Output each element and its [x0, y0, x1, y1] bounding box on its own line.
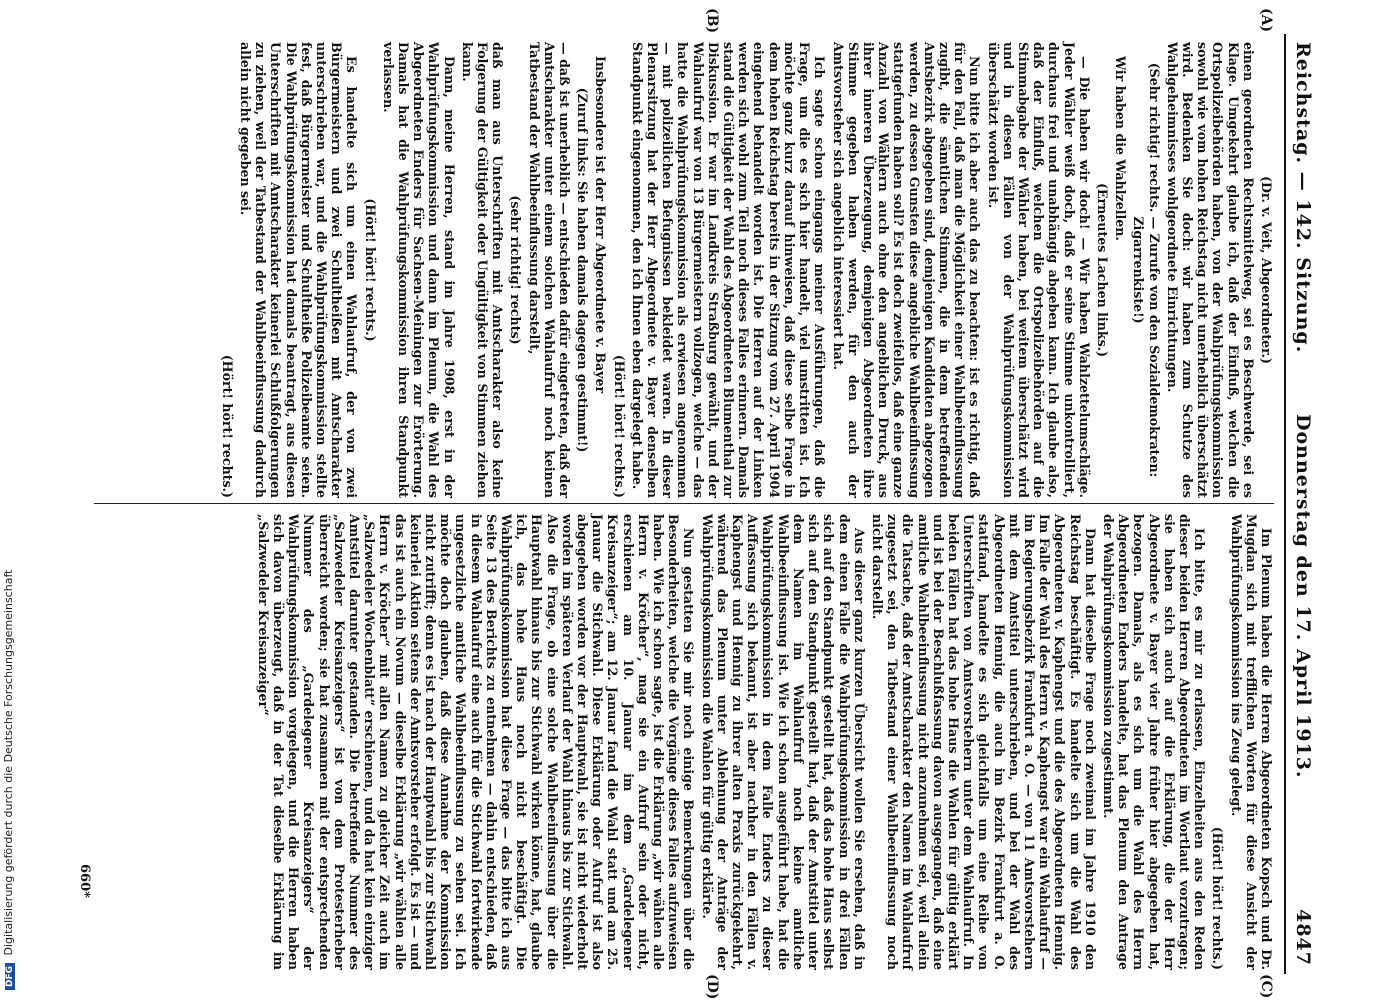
paragraph: daß man aus Unterschriften mit Amtscharakter also keine Folgerung der Gültigkeit oder Ungültigkeit von Stimmen ziehen kann. — [459, 42, 506, 498]
paragraph: einen geordneten Rechtsmittelweg, sei es Beschwerde, sei es Klage. Umgekehrt glaube ich, daß der Einfluß, welchen die Ortspolizeibehörden haben, von der Wahlprüfungskommission sowohl wie vom hohen Reichstag nicht unerheblich überschätzt wird. Bedenken Sie doch: wir haben zum Schutze des Wahlgeheimnisses wohlgeordnete Einrichtungen. — [1164, 42, 1256, 498]
paragraph: Nun gestatten Sie mir noch einige Bemerkungen über die Besonderheiten, welche die Vorgänge dieses Falles aufzuweisen haben. Wie ich schon sagte, ist die Erklärung „wir wählen alle Herrn v. Kröcher“, mag sie ein Aufruf sein oder nicht, erschienen am 10. Januar im dem „Gardelegener Kreisanzeiger“; am 12. Januar fand die Wahl statt und am 25. Januar die Stichwahl. Diese Erklärung oder Aufruf ist also abgegeben worden vor der Hauptwahl, sie ist nicht wiederholt worden im späteren Verlauf der Wahl hinaus bis zur Stichwahl. Also die Frage, ob eine solche Wahlbeeinflussung über die Hauptwahl hinaus bis zur Stichwahl wirken könne, hat, glaube ich, das hohe Haus noch nicht beschäftigt. Die Wahlprüfungskommission hat diese Frage — das bitte ich aus Seite 13 des Berichts zu entnehmen — dahin entschieden, daß in diesem Wahlaufruf eine auch für die Stichwahl fortwirkende ungesetzliche amtliche Wahlbeeinflussung zu sehen sei. Ich möchte doch glauben, daß diese Annahme der Kommission nicht zutrifft; denn es ist nach der Hauptwahl bis zur Stichwahl keinerlei Aktion seitens der Amtsvorsteher erfolgt. Es ist — und das ist auch ein Novum — dieselbe Erklärung „wir wählen alle Herrn v. Kröcher“ mit allen Namen zu gleicher Zeit auch im „Salzwedeler Wochenblatt“ erschienen, und da hat kein einziger Amtstitel darunter gestanden. Die betreffende Nummer des „Salzwedeler Kreisanzeigers“ ist von dem Protesterheber überreicht worden; sie hat zusammen mit der entsprechenden Nummer des „Gardelegener Kreisanzeigers“ der Wahlprüfungskommission vorgelegen, und die Herren haben sich davon überzeugt, daß in der Tat dieselbe Erklärung im „Salzwedeler Kreisanzeiger“ — [255, 514, 697, 970]
paragraph: Ich bitte, es mir zu erlassen, Einzelheiten aus den Reden dieser beiden Herren Abgeordneten im Wortlaut vorzutragen; sie haben sich auch auf die Erklärung, die der Herr Abgeordnete v. Bayer vier Jahre früher hier abgegeben hat, bezogen. Damals, als es sich um die Wahl des Herrn Abgeordneten Enders handelte, hat das Plenum den Antrage der Wahlprüfungskommission zugestimmt. — [1100, 514, 1208, 970]
paragraph: Es handelte sich um einen Wahlaufruf, der von zwei Bürgermeistern und zwei Schultheißen mit Amtscharakter unterschrieben war, und die Wahlprüfungskommission stellte fest, daß Bürgermeister und Schultheiße Polizeibeamte seien. Die Wahlprüfungskommission hat damals beantragt, aus diesen Unterschriften mit Amtscharakter keinerlei Schlußfolgerungen zu ziehen, weil der Tatbestand der Wahlbeeinflussung dadurch allein nicht gegeben sei. — [238, 42, 360, 498]
left-text-column — [217, 42, 1274, 498]
paragraph: Ich sagte schon eingangs meiner Ausführungen, daß die Frage, um die es sich hier handelt, viel umstritten ist. Ich möchte ganz kurz darauf hinweisen, daß diese selbe Frage in dem hohen Reichstag bereits in der Sitzung vom 27. April 1904 eingehend behandelt worden ist. Die Herren auf der Linken werden sich wohl zum Teil noch dieses Falles erinnern. Damals stand die Gültigkeit der Wahl des Abgeordneten Blumenthal zur Diskussion. Er war im Landkreis Straßburg gewählt, und der Wahlaufruf war von 13 Bürgermeistern vollzogen, welche — das hatte die Wahlprüfungskommission als erwiesen angenommen — mit polizeilichen Befugnissen bekleidet waren. In dieser Plenarsitzung hat der Herr Abgeordnete v. Bayer denselben Standpunkt eingenommen, den ich Ihnen eben dargelegt habe. — [629, 42, 828, 498]
margin-letter-b: (B) — [704, 8, 720, 34]
interjection: (Hört! hört! rechts.) — [362, 198, 378, 342]
header-date-title: Donnerstag den 17. April 1913. — [1292, 414, 1314, 779]
dfg-logo: DFG — [5, 963, 15, 990]
sheet-number: 660* — [77, 864, 92, 898]
paragraph: — Die haben wir doch! — Wir haben Wahlzettelumschläge. Jeder Wähler weiß doch, daß er seine Stimme unkontrolliert, durchaus frei und unabhängig abgeben kann. Ich glaube also, daß der Einfluß, welchen die Ortspolizeibehörden auf die Stimmabgabe der Wähler haben, bei weitem überschätzt wird und in diesen Fällen von der Wahlprüfungskommission überschätzt worden ist. — [985, 42, 1092, 498]
paragraph: — daß ist unerheblich — entschieden dafür eingetreten, daß der Amtscharakter unter einem solchen Wahlaufruf noch keinen Tatbestand der Wahlbeeinflussung darstellt, — [526, 42, 573, 498]
interjection: (Zuruf links: Sie haben damals dagegen gestimmt!) — [575, 87, 591, 453]
interjection: (Sehr richtig! rechts. — Zurufe von den Sozialdemokraten: Zigarrenkiste!) — [1131, 62, 1162, 478]
interjection: (sehr richtig! rechts) — [508, 195, 524, 345]
margin-letter-c: (C) — [1258, 974, 1274, 999]
page-number: 4847 — [1292, 909, 1314, 966]
interjection: (Erneutes Lachen links.) — [1094, 182, 1110, 358]
interjection: (Hört! hört! rechts.) — [1210, 826, 1226, 970]
paragraph: Dann hat dieselbe Frage noch zweimal im Jahre 1910 den Reichstag beschäftigt. Es handelte sich um die Wahl des Abgeordneten v. Kaphengst und die des Abgeordneten Hennig. Im Falle der Wahl des Herrn v. Kaphengst war ein Wahlaufruf — im Regierungsbezirk Frankfurt a. O. — von 11 Amtsvorstehern mit dem Amtstitel unterschrieben, und bei der Wahl des Abgeordneten Hennig, die auch im Bezirk Frankfurt a. O. stattfand, handelte es sich gleichfalls um eine Reihe von Unterschriften von Amtsvorstehern unter dem Wahlaufruf. In beiden Fällen hat das hohe Haus die Wahlen für gültig erklärt und ist bei der Beschlußfassung davon ausgegangen, daß eine amtliche Wahlbeeinflussung nicht anzunehmen sei, weil allein die Tatsache, daß der Amtscharakter den Namen im Wahlaufruf zugesetzt sei, den Tatbestand einer Wahlbeeinflussung noch nicht darstellt. — [869, 514, 1098, 970]
interjection: (Hört! hört! rechts.) — [219, 354, 235, 498]
column-divider — [94, 503, 1274, 504]
speaker-note: (Dr. v. Veit, Abgeordneter.) — [1259, 176, 1274, 364]
rotated-newspaper-page — [70, 8, 1320, 1000]
margin-letter-d: (D) — [704, 974, 720, 1000]
paragraph: Insbesondere ist der Herr Abgeordnete v. Bayer — [593, 56, 609, 394]
digitization-credit-text: Digitalisierung gefördert durch die Deutsche Forschungsgemeinschaft — [2, 569, 15, 956]
digitization-credit-sidebar — [2, 10, 18, 990]
paragraph: Dann, meine Herren, stand im Jahre 1908, erst in der Wahlprüfungskommission und dann im Plenum, die Wahl des Abgeordneten Enders für Sachsen-Meiningen zur Erörterung. Damals hat die Wahlprüfungskommission ihren Standpunkt verlassen. — [380, 42, 457, 498]
paragraph: Im Plenum haben die Herren Abgeordneten Kopsch und Dr. Mugdan sich mit trefflichen Worten für diese Ansicht der Wahlprüfungskommission ins Zeug gelegt. — [1228, 514, 1274, 970]
paragraph: Wir haben die Wahlzellen. — [1113, 56, 1129, 241]
interjection: (Hört! hört! rechts.) — [611, 354, 627, 498]
margin-letter-a: (A) — [1258, 8, 1274, 33]
page-header — [1284, 34, 1320, 974]
paragraph: Nun bitte ich aber auch das zu beachten: ist es richtig, daß für den Fall, daß man die Möglichkeit einer Wahlbeeinflussung zugibt, die sämtlichen Stimmen, die in dem betreffenden Amtsbezirk abgegeben sind, demjenigen Kandidaten abgezogen werden, zu dessen Gunsten diese angebliche Wahlbeeinflussung stattgefunden haben soll? Es ist doch zweifellos, daß eine ganze Anzahl von Wählern auch ohne den angeblichen Druck, aus ihrer inneren Überzeugung, demjenigen Abgeordneten ihre Stimme gegeben haben werden, für den auch der Amtsvorsteher sich angeblich interessiert hat. — [830, 42, 983, 498]
paragraph: Aus dieser ganz kurzen Übersicht wollen Sie ersehen, daß in dem einen Falle die Wahlprüfungskommission in drei Fällen sich auf den Standpunkt gestellt hat, daß das hohe Haus selbst sich auf den Standpunkt gestellt hat, daß der Amtstitel unter dem Namen im Wahlaufruf noch keine amtliche Wahlbeeinflussung ist. Wie ich schon ausgeführt habe, hat die Wahlprüfungskommission in dem Falle Enders zu dieser Auffassung sich bekannt, ist aber nachher in den Fällen v. Kaphengst und Hennig zu ihrer alten Praxis zurückgekehrt, während das Plenum unter Ablehnung der Anträge der Wahlprüfungskommission die Wahlen für gültig erklärte. — [699, 514, 867, 970]
right-text-column — [253, 514, 1274, 970]
header-session-title: Reichstag. — 142. Sitzung. — [1292, 42, 1314, 354]
